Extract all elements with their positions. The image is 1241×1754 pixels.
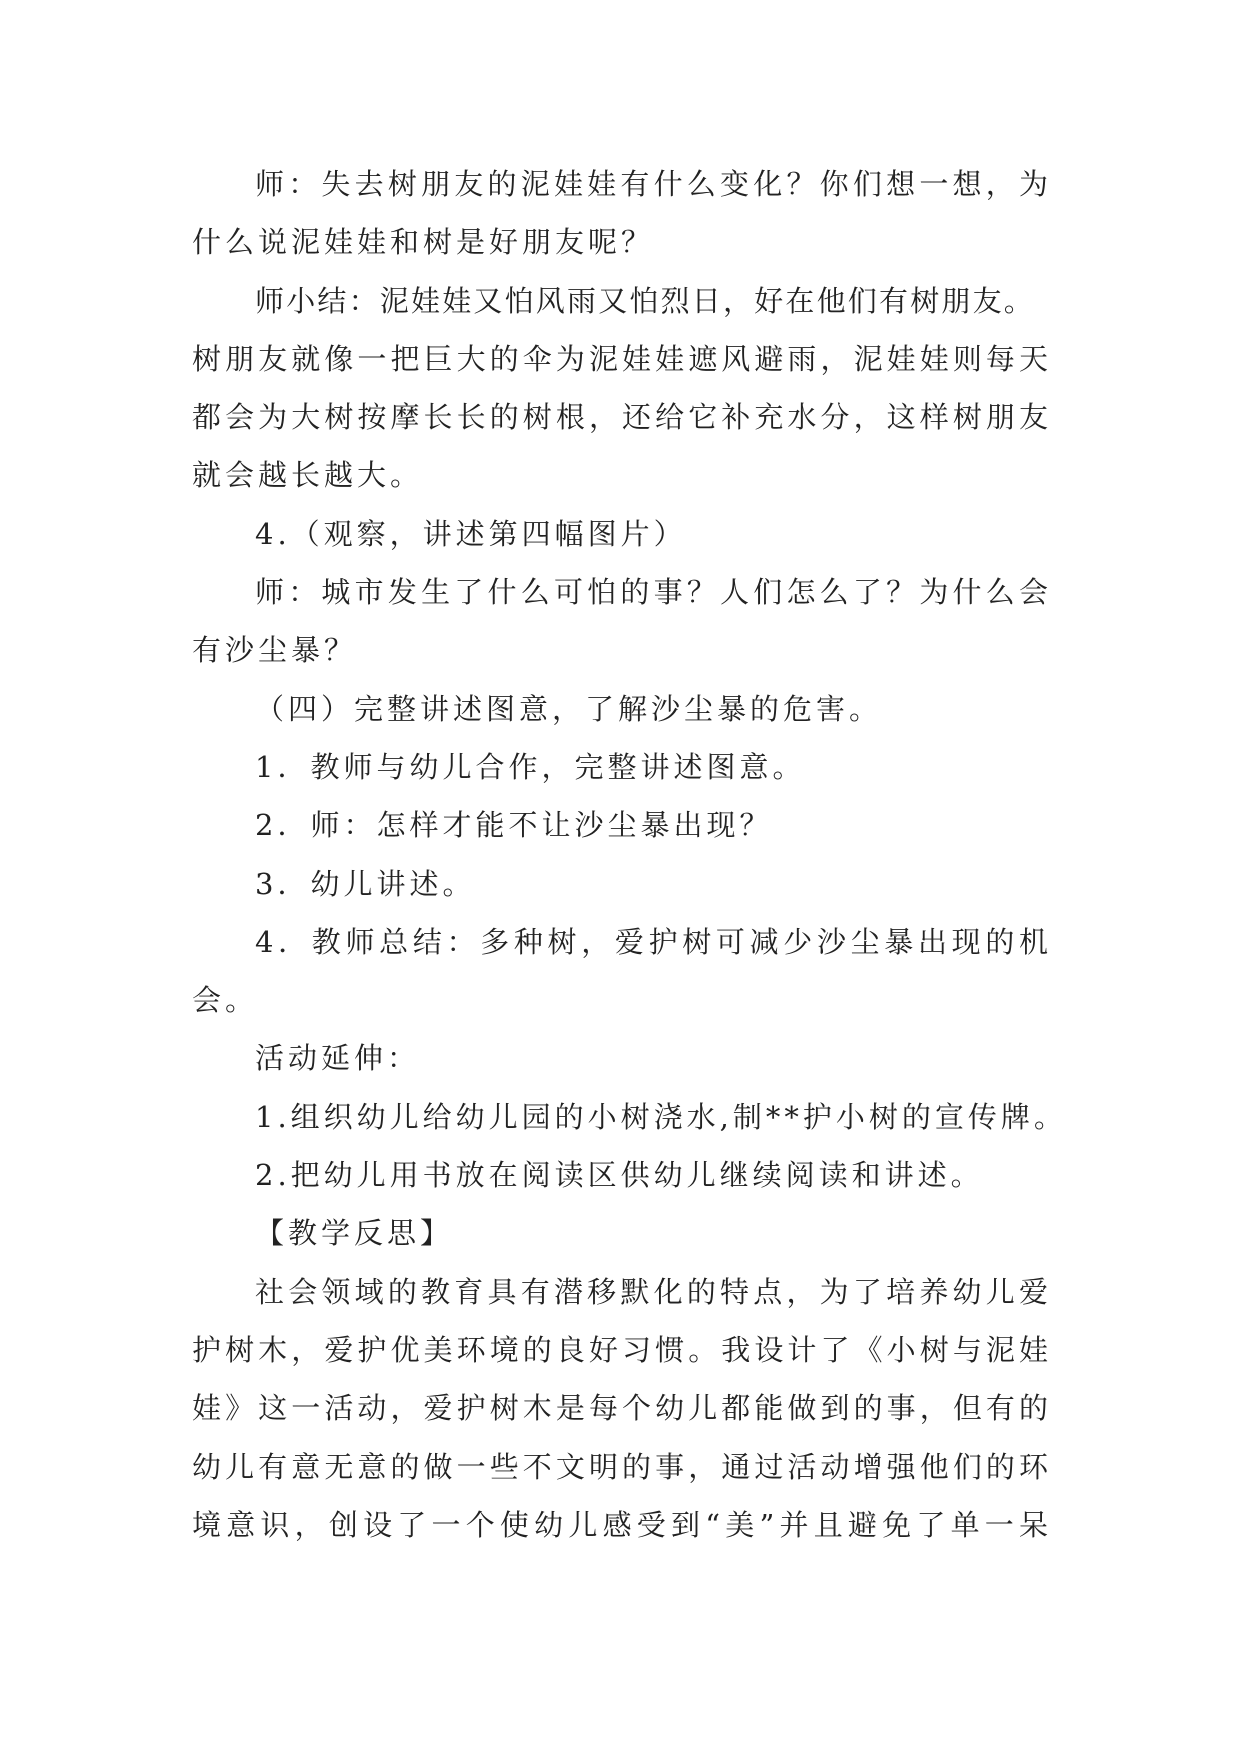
list-item: 3．幼儿讲述。 <box>255 866 476 901</box>
text-line: 幼儿有意无意的做一些不文明的事，通过活动增强他们的环 <box>192 1449 1052 1484</box>
text-line: 师小结：泥娃娃又怕风雨又怕烈日，好在他们有树朋友。 <box>255 283 1036 318</box>
text-line: 就会越长越大。 <box>192 458 424 493</box>
text-line: 树朋友就像一把巨大的伞为泥娃娃遮风避雨，泥娃娃则每天 <box>192 341 1052 376</box>
list-item: 1.组织幼儿给幼儿园的小树浇水,制**护小树的宣传牌。 <box>255 1099 1067 1134</box>
section-heading: （四）完整讲述图意，了解沙尘暴的危害。 <box>255 691 883 726</box>
text-line: 有沙尘暴？ <box>192 633 358 668</box>
text-line: 社会领域的教育具有潜移默化的特点，为了培养幼儿爱 <box>255 1274 1052 1309</box>
list-item: 2．师：怎样才能不让沙尘暴出现？ <box>255 808 773 843</box>
body-text <box>192 155 1067 1554</box>
list-item: 2.把幼儿用书放在阅读区供幼儿继续阅读和讲述。 <box>255 1158 984 1193</box>
text-line: 娃》这一活动，爱护树木是每个幼儿都能做到的事，但有的 <box>192 1391 1052 1426</box>
text-line: 护树木，爱护优美环境的良好习惯。我设计了《小树与泥娃 <box>192 1332 1052 1367</box>
section-heading: 活动延伸： <box>255 1041 421 1076</box>
text-line: 4.（观察，讲述第四幅图片） <box>255 516 687 551</box>
list-item: 4．教师总结：多种树，爱护树可减少沙尘暴出现的机 <box>255 924 1052 959</box>
text-line: 都会为大树按摩长长的树根，还给它补充水分，这样树朋友 <box>192 400 1052 435</box>
text-line: 境意识，创设了一个使幼儿感受到“美”并且避免了单一呆 <box>192 1507 1052 1542</box>
text-line: 什么说泥娃娃和树是好朋友呢？ <box>192 225 655 260</box>
list-item: 1．教师与幼儿合作，完整讲述图意。 <box>255 749 806 784</box>
section-heading: 【教学反思】 <box>255 1216 454 1251</box>
text-line: 师：城市发生了什么可怕的事？人们怎么了？为什么会 <box>255 575 1052 610</box>
text-line: 会。 <box>192 983 259 1018</box>
text-line: 师：失去树朋友的泥娃娃有什么变化？你们想一想，为 <box>255 167 1052 201</box>
